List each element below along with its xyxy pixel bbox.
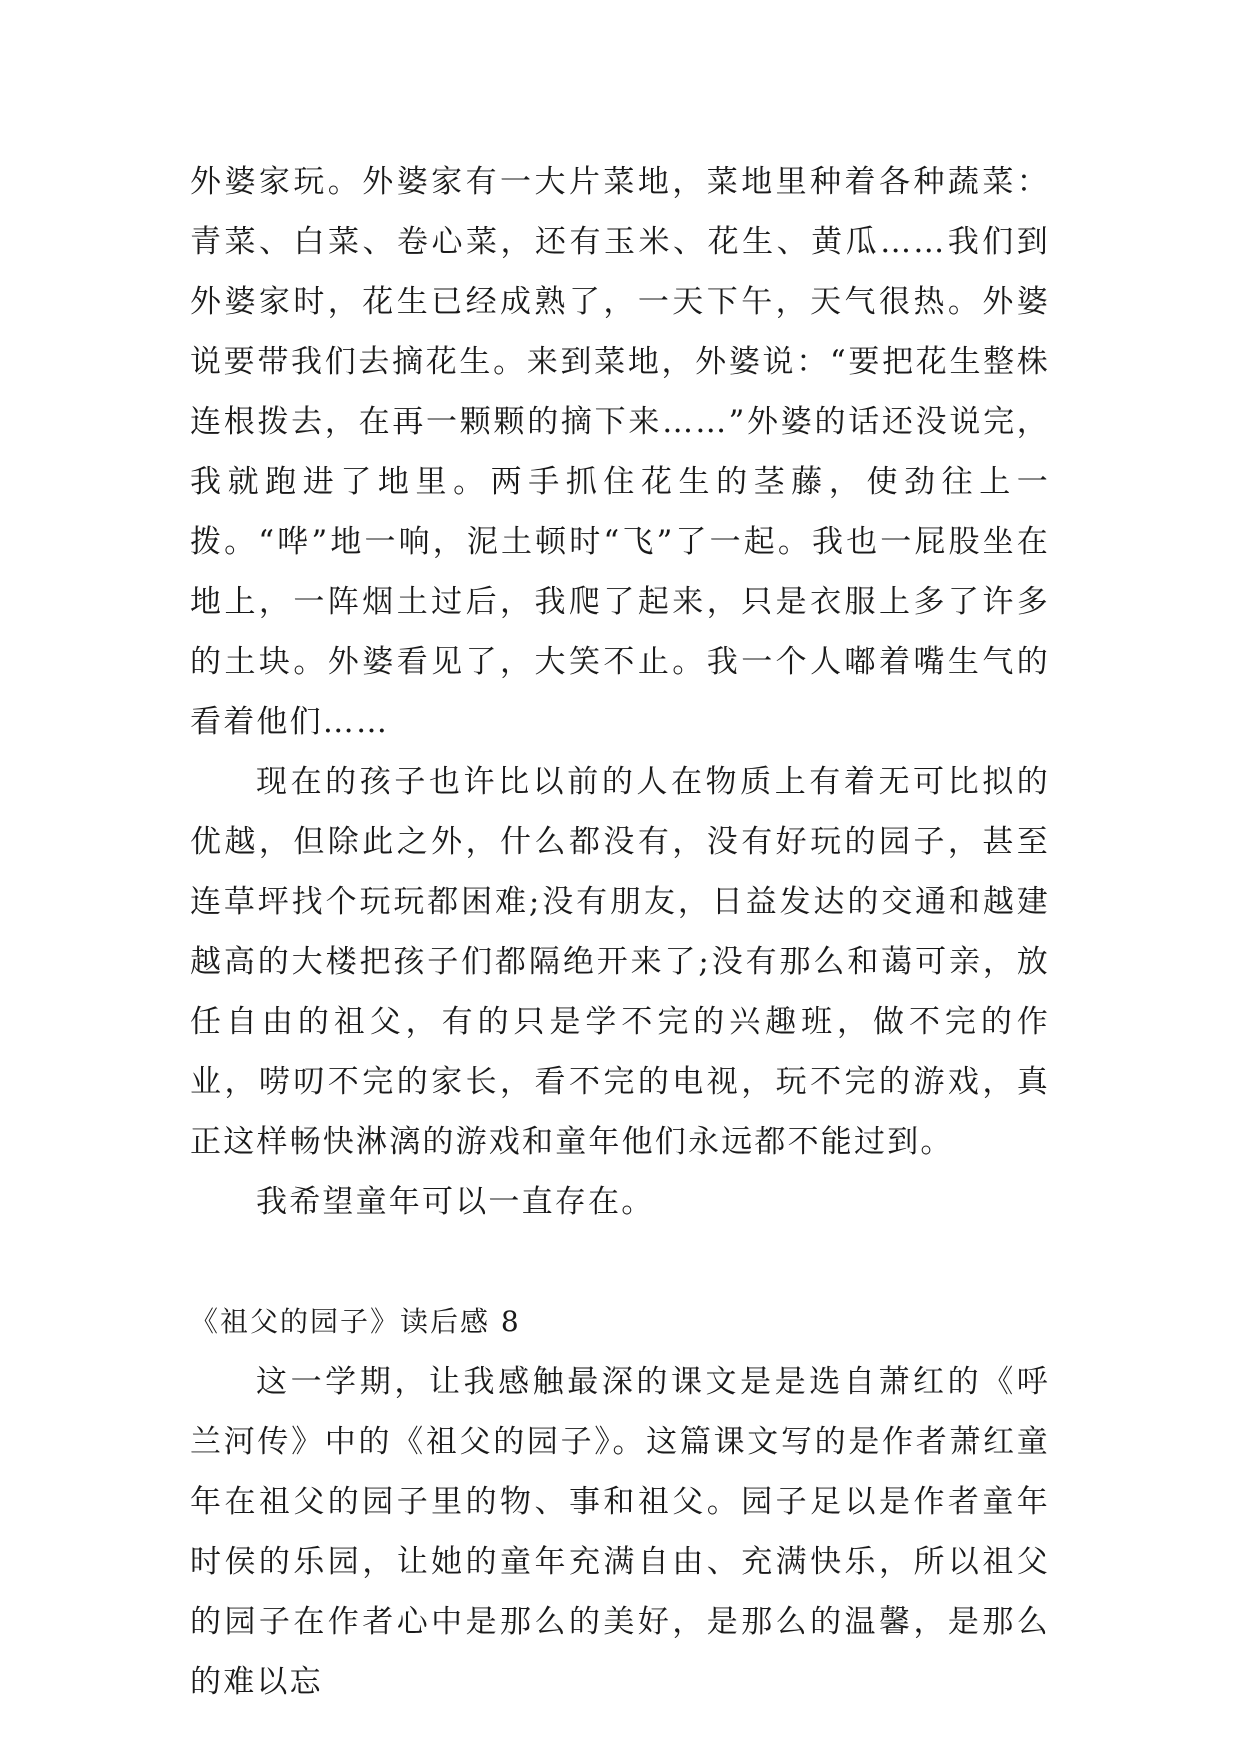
paragraph-essay-start: 这一学期，让我感触最深的课文是是选自萧红的《呼兰河传》中的《祖父的园子》。这篇课文写的是作者萧红童年在祖父的园子里的物、事和祖父。园子足以是作者童年时侯的乐园，让她的童年充满自由、充满快乐，所以祖父的园子在作者心中是那么的美好，是那么的温馨，是那么的难以忘 <box>190 1364 1050 1700</box>
paragraph-continued: 外婆家玩。外婆家有一大片菜地，菜地里种着各种蔬菜：青菜、白菜、卷心菜，还有玉米、花生、黄瓜……我们到外婆家时，花生已经成熟了，一天下午，天气很热。外婆说要带我们去摘花生。来到菜地，外婆说：“要把花生整株连根拨去，在再一颗颗的摘下来……”外婆的话还没说完，我就跑进了地里。两手抓住花生的茎藤，使劲往上一拨。“哗”地一响，泥土顿时“飞”了一起。我也一屁股坐在地上，一阵烟土过后，我爬了起来，只是衣服上多了许多的土块。外婆看见了，大笑不止。我一个人嘟着嘴生气的看着他们…… <box>190 164 1050 740</box>
paragraph-modern-children: 现在的孩子也许比以前的人在物质上有着无可比拟的优越，但除此之外，什么都没有，没有好玩的园子，甚至连草坪找个玩玩都困难;没有朋友，日益发达的交通和越建越高的大楼把孩子们都隔绝开来了;没有那么和蔼可亲，放任自由的祖父，有的只是学不完的兴趣班，做不完的作业，唠叨不完的家长，看不完的电视，玩不完的游戏，真正这样畅快淋漓的游戏和童年他们永远都不能过到。 <box>190 764 1050 1160</box>
document-body <box>190 152 1050 1712</box>
section-spacer <box>190 1232 1050 1292</box>
section-title: 《祖父的园子》读后感 8 <box>190 1305 521 1338</box>
paragraph-wish: 我希望童年可以一直存在。 <box>256 1184 655 1220</box>
